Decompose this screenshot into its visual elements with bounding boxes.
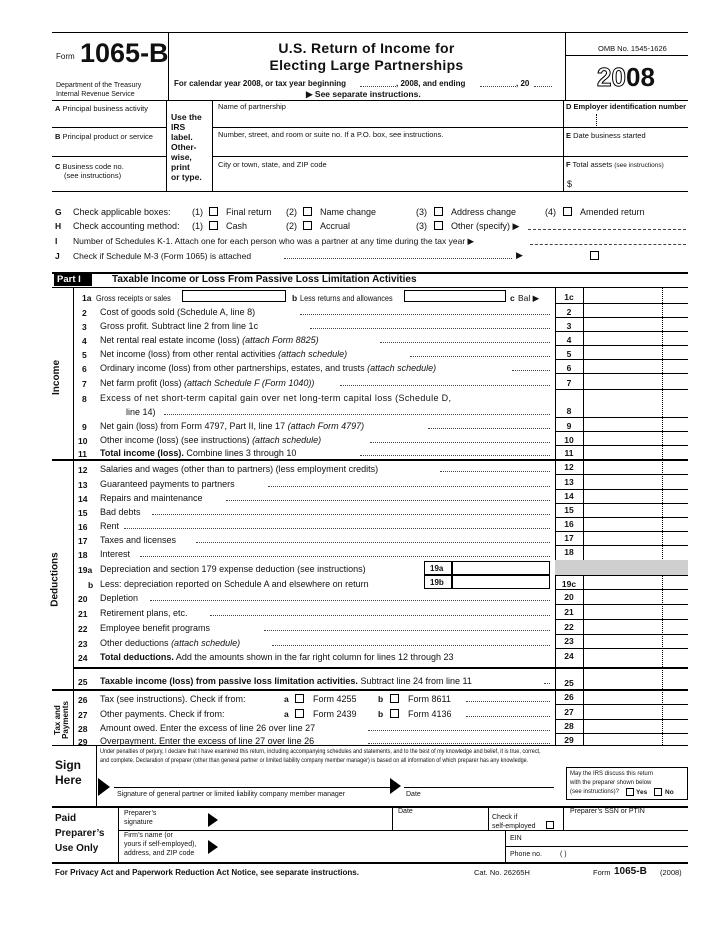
line-6-leader [512,370,550,371]
check-if-label: Check if [492,814,518,821]
schedule-m3-checkbox[interactable] [590,251,599,260]
line-26-box: 26 [564,692,574,702]
line-12-box: 12 [564,462,574,472]
line-2-text: Cost of goods sold (Schedule A, line 8) [100,307,256,317]
line-2-box: 2 [566,307,572,317]
line-i-label: I [55,236,58,246]
line-12-num: 12 [78,465,88,475]
line-23-text: Other deductions (attach schedule) [100,638,241,648]
line-g-text: Check applicable boxes: [73,207,171,217]
line-8-leader [164,414,550,415]
sign-arrow-icon [98,778,110,796]
accrual-checkbox[interactable] [303,221,312,230]
line-15-box: 15 [564,505,574,515]
line-5-num: 5 [82,350,87,360]
line-8-box: 8 [566,406,572,416]
line-23-num: 23 [78,639,88,649]
line-5-leader [410,356,550,357]
see-instructions: ▶ See separate instructions. [306,89,421,99]
box-a: A Principal business activity [55,104,148,113]
line-22-box: 22 [564,622,574,632]
city-label: City or town, state, and ZIP code [218,160,327,169]
part-i-title: Taxable Income or Loss From Passive Loss Limitation Activities [112,274,417,285]
line-12-leader [440,471,550,472]
sign-label: Sign [55,758,81,772]
line-9-num: 9 [82,422,87,432]
line-27-box: 27 [564,707,574,717]
line-28-text: Amount owed. Enter the excess of line 26 over line 27 [100,723,316,733]
line-1c-text: Bal ▶ [518,293,540,303]
dept-irs: Internal Revenue Service [56,91,135,98]
line-1b-text: Less returns and allowances [300,293,393,303]
line-2-num: 2 [82,308,87,318]
line-1a-num: 1a [82,293,92,303]
line-7-leader [340,385,550,386]
line-3-text: Gross profit. Subtract line 2 from line 1c [100,321,259,331]
g4-num: (4) [545,207,556,217]
line-h-label: H [55,221,62,231]
firm-label-1: Firm’s name (or [124,832,173,839]
line-6-num: 6 [82,364,87,374]
final-return-label: Final return [226,207,272,217]
name-change-label: Name change [320,207,377,217]
other-method-label: Other (specify) ▶ [451,221,520,231]
line-24-num: 24 [78,653,88,663]
line-11-num: 11 [78,449,87,459]
firm-arrow-icon [208,840,218,854]
line-10-leader [370,442,550,443]
gross-receipts-input[interactable] [182,290,286,302]
omb-number: OMB No. 1545-1626 [598,44,667,53]
line-19a-num: 19a [78,565,93,575]
line-25-num: 25 [78,677,88,687]
line-j-text: Check if Schedule M-3 (Form 1065) is attached [73,251,252,261]
line-j-arrow: ▶ [516,250,523,260]
city-input[interactable] [218,172,558,186]
line-29-leader [368,743,550,744]
line-5-box: 5 [566,349,572,359]
address-change-label: Address change [451,207,517,217]
line-17-num: 17 [78,536,88,546]
line-1b-num: b [292,293,298,303]
line-19b-box-wrap: 19b [424,575,452,589]
firm-label-3: address, and ZIP code [124,850,195,857]
line-g-label: G [55,207,62,217]
principal-product-input[interactable] [55,142,163,154]
calendar-end-text: , 20 [516,79,530,88]
street-label: Number, street, and room or suite no. If a P.O. box, see instructions. [218,130,444,139]
line-13-text: Guaranteed payments to partners [100,479,235,489]
discuss-yes-label: Yes [636,789,648,796]
line-23-box: 23 [564,636,574,646]
line-8-text: Excess of net short-term capital gain over net long-term capital loss (Schedule D, [100,393,452,403]
sign-date-caption: Date [406,791,421,798]
line-i-text: Number of Schedules K-1. Attach one for each person who was a partner at any time during the tax year ▶ [73,236,475,246]
irs-discuss-2: with the preparer shown below [570,780,652,786]
line-17-leader [196,542,550,543]
privacy-notice: For Privacy Act and Paperwork Reduction Act Notice, see separate instructions. [55,868,359,877]
line-18-leader [140,556,550,557]
form-4136-checkbox[interactable] [390,709,399,718]
line-22-leader [264,630,550,631]
line-6-text: Ordinary income (loss) from other partnerships, estates, and trusts (attach schedule) [100,363,437,373]
h3-num: (3) [416,221,427,231]
line-10-box: 10 [564,435,574,445]
line-11-box: 11 [564,448,574,458]
line-28-box: 28 [564,721,574,731]
line-21-text: Retirement plans, etc. [100,608,188,618]
line-11-leader [360,455,550,456]
use-irs-label: Use the IRS label. Other- wise, print or type. [171,112,202,182]
part-i-badge: Part I [54,273,92,286]
box-e: E Date business started [566,131,646,140]
line-28-num: 28 [78,724,88,734]
line-23-leader [272,645,550,646]
line-18-num: 18 [78,550,88,560]
line-27-num: 27 [78,710,88,720]
firm-ein-input[interactable] [524,834,684,845]
line-26-leader [466,701,550,702]
line-26b-letter: b [378,694,384,704]
line-25-leader [544,683,550,684]
g3-num: (3) [416,207,427,217]
tax-year-end-field[interactable] [480,86,516,87]
dept-treasury: Department of the Treasury [56,82,142,89]
line-1a-text: Gross receipts or sales [96,293,171,303]
line-26a-letter: a [284,694,289,704]
form-2439-label: Form 2439 [313,709,357,719]
income-section-label: Income [51,359,63,396]
line-10-num: 10 [78,436,88,446]
line-21-box: 21 [564,607,574,617]
cash-checkbox[interactable] [209,221,218,230]
phone-parens: ( ) [560,851,567,858]
box-c: C Business code no. [55,162,124,171]
address-change-checkbox[interactable] [434,207,443,216]
line-10-text: Other income (loss) (see instructions) (attach schedule) [100,435,322,445]
name-label: Name of partnership [218,102,286,111]
total-assets-input[interactable] [576,176,686,189]
amended-return-checkbox[interactable] [563,207,572,216]
h2-num: (2) [286,221,297,231]
line-j-leader [284,258,512,259]
line-16-box: 16 [564,519,574,529]
form-8611-label: Form 8611 [408,694,451,704]
year-outline: 20 [597,62,626,92]
line-4-box: 4 [566,335,572,345]
line-13-leader [268,486,550,487]
preparers-label: Preparer’s [55,828,105,839]
line-22-text: Employee benefit programs [100,623,211,633]
line-8-text-2: line 14) [126,407,156,417]
preparer-signature-field[interactable] [220,808,392,828]
line-15-leader [152,514,550,515]
cat-number: Cat. No. 26265H [474,868,530,877]
perjury-line-2: and complete. Declaration of preparer (other than general partner or limited liability company member manager) is based on all information of which preparer has any knowledge. [100,757,529,764]
form-4255-checkbox[interactable] [295,694,304,703]
line-18-box: 18 [564,547,574,557]
line-6-box: 6 [566,363,572,373]
line-27a-letter: a [284,709,289,719]
footer-year: (2008) [660,868,682,877]
line-20-box: 20 [564,592,574,602]
line-1c-box: 1c [564,292,574,302]
form-2439-checkbox[interactable] [295,709,304,718]
form-label: Form [56,52,75,61]
line-19a-text: Depreciation and section 179 expense deduction (see instructions) [100,564,366,574]
box-b: B Principal product or service [55,132,153,141]
line-19b-num: b [88,580,94,590]
line-20-leader [150,600,550,601]
line-2-leader [300,314,550,315]
dollar-sign: $ [567,179,573,189]
tax-year-begin-field[interactable] [360,86,396,87]
discuss-no-label: No [665,789,674,796]
line-13-num: 13 [78,480,88,490]
perjury-line-1: Under penalties of perjury, I declare that I have examined this return, including accompanying schedules and statements, and to the best of my knowledge and belief, it is true, correct, [100,748,541,755]
line-24-text: Total deductions. Add the amounts shown in the far right column for lines 12 through 23 [100,652,454,662]
footer-form-number: 1065-B [614,866,647,877]
self-employed-label: self-employed [492,823,536,830]
line-4-leader [380,342,550,343]
line-26-num: 26 [78,695,88,705]
line-16-text: Rent [100,521,120,531]
line-1c-num: c [510,293,515,303]
line-3-box: 3 [566,321,572,331]
form-4255-label: Form 4255 [313,694,357,704]
line-9-leader [428,428,550,429]
street-input[interactable] [218,140,558,153]
tax-payments-section-label: Tax and Payments [53,701,70,739]
line-14-num: 14 [78,494,88,504]
line-4-text: Net rental real estate income (loss) (attach Form 8825) [100,335,319,345]
line-9-text: Net gain (loss) from Form 4797, Part II, line 17 (attach Form 4797) [100,421,365,431]
deductions-section-label: Deductions [49,552,61,607]
form-number: 1065-B [80,38,169,68]
other-method-checkbox[interactable] [434,221,443,230]
accrual-label: Accrual [320,221,351,231]
prep-sig-label-1: Preparer’s [124,810,157,817]
line-27b-letter: b [378,709,384,719]
line-19a-box-wrap: 19a [424,561,452,575]
box-f: F Total assets (see instructions) [566,160,664,169]
line-18-text: Interest [100,549,131,559]
line-9-box: 9 [566,421,572,431]
ein-input[interactable] [566,113,686,126]
line-17-text: Taxes and licenses [100,535,177,545]
phone-label: Phone no. [510,851,542,858]
self-employed-checkbox[interactable] [546,821,554,829]
k1-count-field[interactable] [530,244,686,245]
g2-num: (2) [286,207,297,217]
line-5-text: Net income (loss) from other rental activities (attach schedule) [100,349,348,359]
date-arrow-icon [390,778,401,794]
sign-date-field[interactable] [404,770,554,788]
form-4136-label: Form 4136 [408,709,452,719]
title-line2: Electing Large Partnerships [269,57,464,73]
line-14-box: 14 [564,491,574,501]
line-12-text: Salaries and wages (other than to partners) (less employment credits) [100,464,379,474]
line-28-leader [368,730,550,731]
business-code-input[interactable] [55,180,163,190]
line-26-text: Tax (see instructions). Check if from: [100,694,246,704]
ssn-ptin-label: Preparer’s SSN or PTIN [570,808,645,815]
shaded-19a-amount [583,560,688,575]
line-16-num: 16 [78,522,88,532]
principal-activity-input[interactable] [55,114,163,126]
line-8-num: 8 [82,394,87,404]
line-22-num: 22 [78,624,88,634]
line-7-text: Net farm profit (loss) (attach Schedule F (Form 1040)) [100,378,315,388]
irs-discuss-1: May the IRS discuss this return [570,771,654,777]
final-return-checkbox[interactable] [209,207,218,216]
calendar-year-text: For calendar year 2008, or tax year beginning [174,79,347,88]
signature-field[interactable] [114,770,390,788]
line-21-num: 21 [78,609,88,619]
line-27-leader [466,716,550,717]
prep-sig-label-2: signature [124,819,153,826]
line-19c-box: 19c [561,579,577,589]
prep-sig-arrow-icon [208,813,218,827]
year-solid: 08 [626,62,655,92]
irs-discuss-3: (see instructions)? [570,789,620,795]
calendar-mid-text: , 2008, and ending [396,79,466,88]
line-7-box: 7 [566,378,572,388]
line-4-num: 4 [82,336,87,346]
cash-label: Cash [226,221,248,231]
depreciation-less-input[interactable] [452,575,550,589]
firm-label-2: yours if self-employed), [124,841,197,848]
line-19b-text: Less: depreciation reported on Schedule A and elsewhere on return [100,579,369,589]
h1-num: (1) [192,221,203,231]
line-21-leader [210,615,550,616]
name-change-checkbox[interactable] [303,207,312,216]
line-h-text: Check accounting method: [73,221,180,231]
prep-date-label: Date [398,808,413,815]
line-j-label: J [55,251,60,261]
use-only-label: Use Only [55,843,99,854]
amended-return-label: Amended return [580,207,645,217]
line-15-text: Bad debts [100,507,141,517]
line-25-box: 25 [564,678,574,688]
tax-year-end-year-field[interactable] [534,86,552,87]
partnership-name-input[interactable] [218,112,558,125]
line-16-leader [124,528,550,529]
line-11-text: Total income (loss). Combine lines 3 through 10 [100,448,297,458]
line-14-text: Repairs and maintenance [100,493,203,503]
line-25-text: Taxable income (loss) from passive loss limitation activities. Subtract line 24 from line 11 [100,676,472,686]
here-label: Here [55,773,82,787]
ein-label: EIN [510,835,522,842]
line-27-text: Other payments. Check if from: [100,709,225,719]
line-29-text: Overpayment. Enter the excess of line 27 over line 26 [100,736,315,746]
returns-allowances-input[interactable] [404,290,506,302]
firm-name-input[interactable] [222,834,502,846]
other-method-field[interactable] [528,229,686,230]
line-7-num: 7 [82,379,87,389]
line-17-box: 17 [564,533,574,543]
line-15-num: 15 [78,508,88,518]
line-29-num: 29 [78,737,88,747]
box-c-sub: (see instructions) [64,171,122,180]
line-20-num: 20 [78,594,88,604]
signature-caption: Signature of general partner or limited liability company member manager [117,791,345,798]
line-14-leader [226,500,550,501]
discuss-no-checkbox[interactable] [654,788,662,796]
date-started-input[interactable] [566,141,686,154]
shaded-19a [555,560,583,575]
g1-num: (1) [192,207,203,217]
title-line1: U.S. Return of Income for [278,40,455,56]
form-8611-checkbox[interactable] [390,694,399,703]
footer-form-label: Form [593,868,611,877]
paid-label: Paid [55,813,77,824]
discuss-yes-checkbox[interactable] [626,788,634,796]
line-3-leader [310,328,550,329]
box-d: D Employer identification number [566,102,687,111]
depreciation-input[interactable] [452,561,550,575]
line-24-box: 24 [564,651,574,661]
line-13-box: 13 [564,477,574,487]
phone-input[interactable] [590,849,686,860]
line-20-text: Depletion [100,593,139,603]
line-3-num: 3 [82,322,87,332]
line-29-box: 29 [564,735,574,745]
